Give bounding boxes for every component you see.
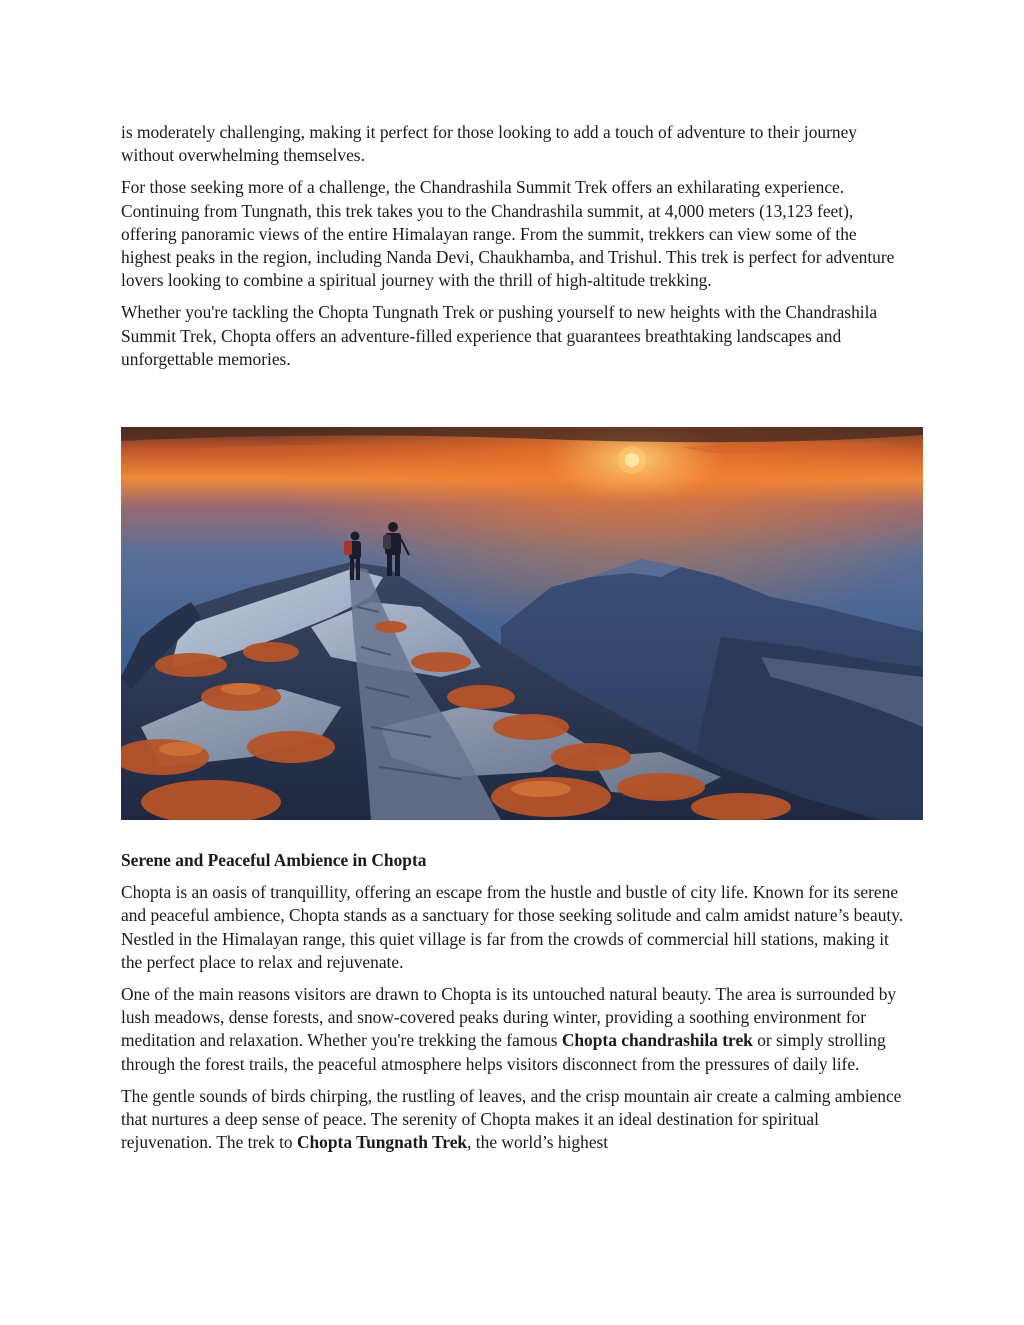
- text-run: or simply strolling through the forest trails, the peaceful atmosphere helps visitors disconnect from the pressures of daily life.: [121, 1030, 886, 1074]
- paragraph-oasis: Chopta is an oasis of tranquillity, offering an escape from the hustle and bustle of city life. Known for its serene and peaceful ambience, Chopta stands as a sanctuary for those seeking solitude and calm amidst nature’s beauty. Nestled in the Himalayan range, this quiet village is far from the crowds of commercial hill stations, making it the perfect place to relax and rejuvenate.: [121, 882, 904, 972]
- paragraph-adventure-summary: Whether you're tackling the Chopta Tungnath Trek or pushing yourself to new heights with the Chandrashila Summit Trek, Chopta offers an adventure-filled experience that guarantees breathtaking landscapes and unforgettable memories.: [121, 302, 878, 369]
- paragraph-difficulty: is moderately challenging, making it perfect for those looking to add a touch of adventure to their journey without overwhelming themselves.: [121, 122, 857, 166]
- spacer: [121, 380, 911, 427]
- text-run: One of the main reasons visitors are drawn to Chopta is its untouched natural beauty. The area is surrounded by lush meadows, dense forests, and snow-covered peaks during winter, providing a soothing environment for meditation and relaxation. Whether you're trekking the famous: [121, 984, 897, 1051]
- paragraph-calming-ambience: [121, 1085, 911, 1155]
- paragraph-chandrashila-summit: For those seeking more of a challenge, the Chandrashila Summit Trek offers an exhilarating experience. Continuing from Tungnath, this trek takes you to the Chandrashila summit, at 4,000 meters (13,123 feet), offering panoramic views of the entire Himalayan range. From the summit, trekkers can view some of the highest peaks in the region, including Nanda Devi, Chaukhamba, and Trishul. This trek is perfect for adventure lovers looking to combine a spiritual journey with the thrill of high-altitude trekking.: [121, 177, 895, 291]
- paragraph-natural-beauty: [121, 983, 911, 1076]
- trek-sunset-illustration: [121, 427, 923, 820]
- trek-sunset-photo: [121, 427, 923, 820]
- text-run: , the world’s highest: [467, 1132, 609, 1153]
- section-heading: Serene and Peaceful Ambience in Chopta: [121, 850, 427, 871]
- document-page: [121, 121, 911, 1163]
- bold-trek-name: Chopta Tungnath Trek: [296, 1132, 468, 1153]
- bold-trek-name: Chopta chandrashila trek: [561, 1030, 753, 1051]
- text-run: The gentle sounds of birds chirping, the rustling of leaves, and the crisp mountain air create a calming ambience that nurtures a deep sense of peace. The serenity of Chopta makes it an ideal destination for spiritual rejuvenation. The trek to: [121, 1085, 902, 1153]
